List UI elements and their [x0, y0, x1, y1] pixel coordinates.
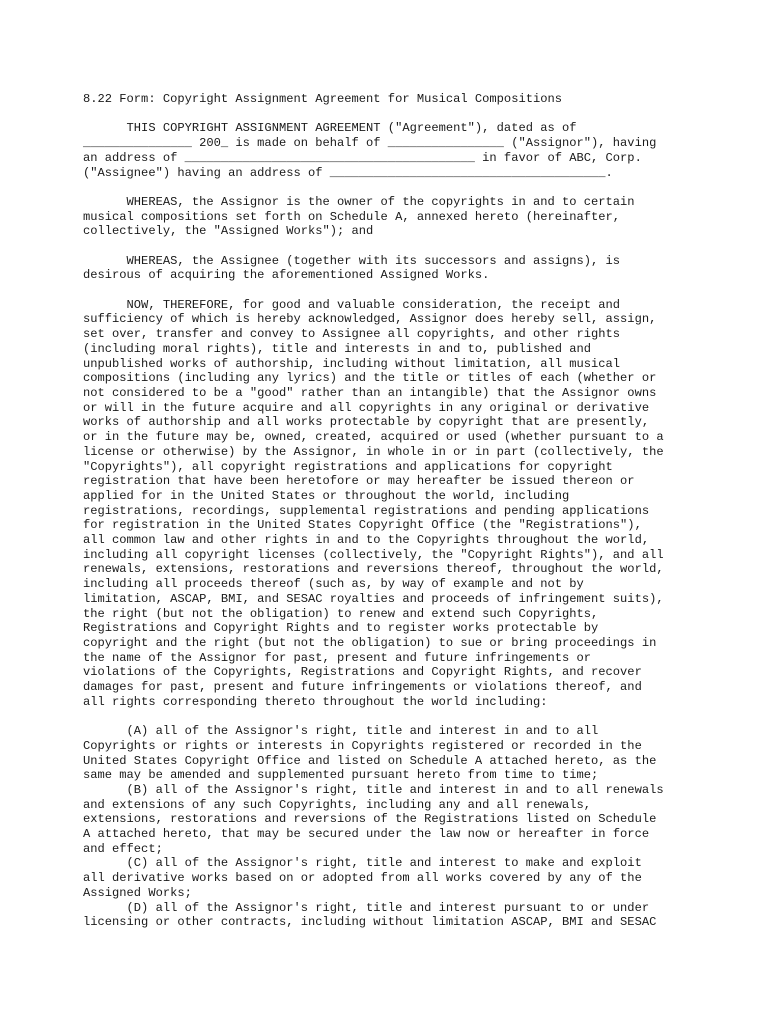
clause-b: (B) all of the Assignor's right, title and interest in and to all renewals and extensions of any such Copyrights, including any and all renewals, extensions, restorations and reversions of the Registrations listed on Schedule A attached hereto, that may be secured under the law now or hereafter in force and effect; — [83, 782, 664, 856]
whereas-paragraph-1: WHEREAS, the Assignor is the owner of the copyrights in and to certain musical compositions set forth on Schedule A, annexed hereto (hereinafter, collectively, the "Assigned Works"); and — [83, 194, 635, 239]
paragraph-spacer — [83, 180, 743, 195]
whereas-paragraph-2: WHEREAS, the Assignee (together with its successors and assigns), is desirous of acquiring the aforementioned Assigned Works. — [83, 253, 621, 283]
paragraph-spacer — [83, 709, 743, 724]
clause-a: (A) all of the Assignor's right, title and interest in and to all Copyrights or rights or interests in Copyrights registered or recorded in the United States Copyright Office and listed on Schedule A attached hereto, as the same may be amended and supplemented pursuant hereto from time to time; — [83, 724, 657, 783]
paragraph-spacer — [83, 283, 743, 298]
document-title: 8.22 Form: Copyright Assignment Agreement for Musical Compositions — [83, 92, 562, 106]
paragraph-spacer — [83, 239, 743, 254]
clause-c: (C) all of the Assignor's right, title and interest to make and exploit all derivative works based on or adopted from all works covered by any of the Assigned Works; — [83, 856, 642, 900]
paragraph-spacer — [83, 107, 743, 122]
document-body — [83, 92, 743, 930]
intro-paragraph: THIS COPYRIGHT ASSIGNMENT AGREEMENT ("Agreement"), dated as of _______________ 200_ is made on behalf of ________________ ("Assignor"), having an address of ________________________________________ in favor of ABC, Corp. ("Assignee") having an address of ______________________________________. — [83, 121, 657, 180]
now-therefore-paragraph: NOW, THEREFORE, for good and valuable consideration, the receipt and sufficiency of which is hereby acknowledged, Assignor does hereby sell, assign, set over, transfer and convey to Assignee all copyrights, and other rights (including moral rights), title and interests in and to, published and unpublished works of authorship, including without limitation, all musical compositions (including any lyrics) and the title or titles of each (whether or not considered to be a "good" rather than an intangible) that the Assignor owns or will in the future acquire and all copyrights in any original or derivative works of authorship and all works protectable by copyright that are presently, or in the future may be, owned, created, acquired or used (whether pursuant to a license or otherwise) by the Assignor, in whole in or in part (collectively, the "Copyrights"), all copyright registrations and applications for copyright registration that have been heretofore or may hereafter be issued thereon or applied for in the United States or throughout the world, including registrations, recordings, supplemental registrations and pending applications for registration in the United States Copyright Office (the "Registrations"), all common law and other rights in and to the Copyrights throughout the world, including all copyright licenses (collectively, the "Copyright Rights"), and all renewals, extensions, restorations and reversions thereof, throughout the world, including all proceeds thereof (such as, by way of example and not by limitation, ASCAP, BMI, and SESAC royalties and proceeds of infringement suits), the right (but not the obligation) to renew and extend such Copyrights, Registrations and Copyright Rights and to register works protectable by copyright and the right (but not the obligation) to sue or bring proceedings in the name of the Assignor for past, present and future infringements or violations of the Copyrights, Registrations and Copyright Rights, and recover damages for past, present and future infringements or violations thereof, and all rights corresponding thereto throughout the world including: — [83, 297, 664, 709]
clause-d: (D) all of the Assignor's right, title and interest pursuant to or under licensing or other contracts, including without limitation ASCAP, BMI and SESAC — [83, 900, 657, 930]
